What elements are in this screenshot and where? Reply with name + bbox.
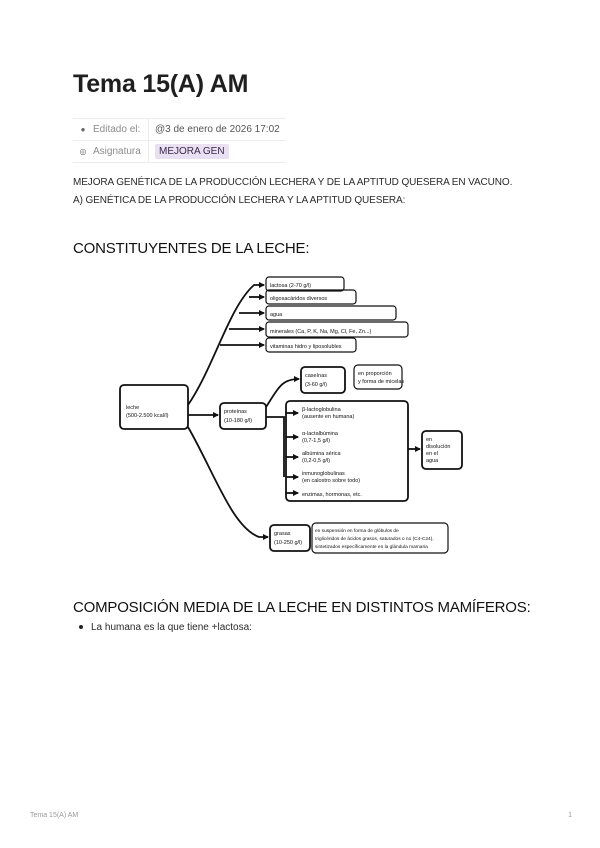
property-row-subject (73, 141, 286, 163)
svg-text:proteínas: proteínas (224, 409, 247, 415)
svg-text:enzimas, hormonas, etc.: enzimas, hormonas, etc. (302, 492, 362, 498)
footer-page-number: 1 (568, 812, 572, 819)
intro-line: A) GENÉTICA DE LA PRODUCCIÓN LECHERA Y LA APTITUD QUESERA: (73, 195, 406, 206)
svg-text:grasas: grasas (274, 531, 291, 537)
properties-table (73, 118, 286, 163)
svg-text:y forma de micelas: y forma de micelas (358, 379, 405, 385)
svg-text:agua: agua (426, 458, 439, 464)
section-heading-constituents: CONSTITUYENTES DE LA LECHE: (73, 240, 310, 257)
svg-text:(10-250 g/l): (10-250 g/l) (274, 540, 303, 546)
svg-text:lactosa (2-70 g/l): lactosa (2-70 g/l) (270, 283, 311, 289)
svg-text:α-lactalbúmina: α-lactalbúmina (302, 431, 338, 437)
svg-text:(0,2-0,5 g/l): (0,2-0,5 g/l) (302, 458, 331, 464)
svg-text:inmunoglobulinas: inmunoglobulinas (302, 471, 345, 477)
svg-text:oligosacáridos diversos: oligosacáridos diversos (270, 296, 328, 302)
intro-paragraph (73, 174, 512, 210)
svg-text:(3-60 g/l): (3-60 g/l) (305, 382, 328, 388)
property-label: Asignatura (93, 146, 141, 157)
list-item: La humana es la que tiene +lactosa: (73, 622, 252, 633)
property-value: @3 de enero de 2026 17:02 (149, 119, 287, 141)
svg-text:agua: agua (270, 312, 283, 318)
section-heading-composition: COMPOSICIÓN MEDIA DE LA LECHE EN DISTINTOS MAMÍFEROS: (73, 599, 531, 616)
svg-text:caseínas: caseínas (305, 373, 328, 379)
svg-text:en el: en el (426, 451, 438, 457)
intro-line: MEJORA GENÉTICA DE LA PRODUCCIÓN LECHERA Y DE LA APTITUD QUESERA EN VACUNO. (73, 177, 513, 188)
svg-text:(0,7-1,5 g/l): (0,7-1,5 g/l) (302, 438, 331, 444)
svg-text:(ausente en humana): (ausente en humana) (302, 414, 355, 420)
svg-text:albúmina sérica: albúmina sérica (302, 451, 341, 457)
footer-title: Tema 15(A) AM (30, 812, 79, 819)
svg-text:en suspensión en forma de glób: en suspensión en forma de glóbulos de (315, 529, 399, 534)
svg-text:(10-180 g/l): (10-180 g/l) (224, 418, 253, 424)
bullet-icon (79, 625, 83, 629)
svg-text:en: en (426, 437, 433, 443)
property-row-edited (73, 119, 286, 141)
svg-text:en proporción: en proporción (358, 371, 392, 377)
property-label: Editado el: (93, 124, 141, 135)
target-icon: ◎ (79, 147, 87, 156)
milk-constituents-diagram (114, 267, 466, 557)
diagram-root-label: leche (126, 405, 140, 411)
svg-text:minerales (Ca, P, K, Na, Mg, C: minerales (Ca, P, K, Na, Mg, Cl, Fe, Zn...) (270, 329, 372, 335)
svg-text:vitaminas hidro y liposolubles: vitaminas hidro y liposolubles (270, 344, 342, 350)
svg-text:disolución: disolución (426, 444, 451, 450)
svg-text:sintetizados específicamente e: sintetizados específicamente en la glándula mamaria (315, 545, 428, 550)
page-title: Tema 15(A) AM (73, 70, 249, 98)
svg-text:triglicéridos de ácidos grasos: triglicéridos de ácidos grasos, saturados o no (C4-C24), (315, 537, 434, 542)
clock-icon: ● (80, 125, 86, 134)
svg-text:(en calostro sobre todo): (en calostro sobre todo) (302, 478, 361, 484)
svg-text:(500-2.500 kcal/l): (500-2.500 kcal/l) (126, 413, 169, 419)
svg-text:β-lactoglobulina: β-lactoglobulina (302, 407, 341, 413)
subject-tag[interactable]: MEJORA GEN (155, 144, 229, 159)
